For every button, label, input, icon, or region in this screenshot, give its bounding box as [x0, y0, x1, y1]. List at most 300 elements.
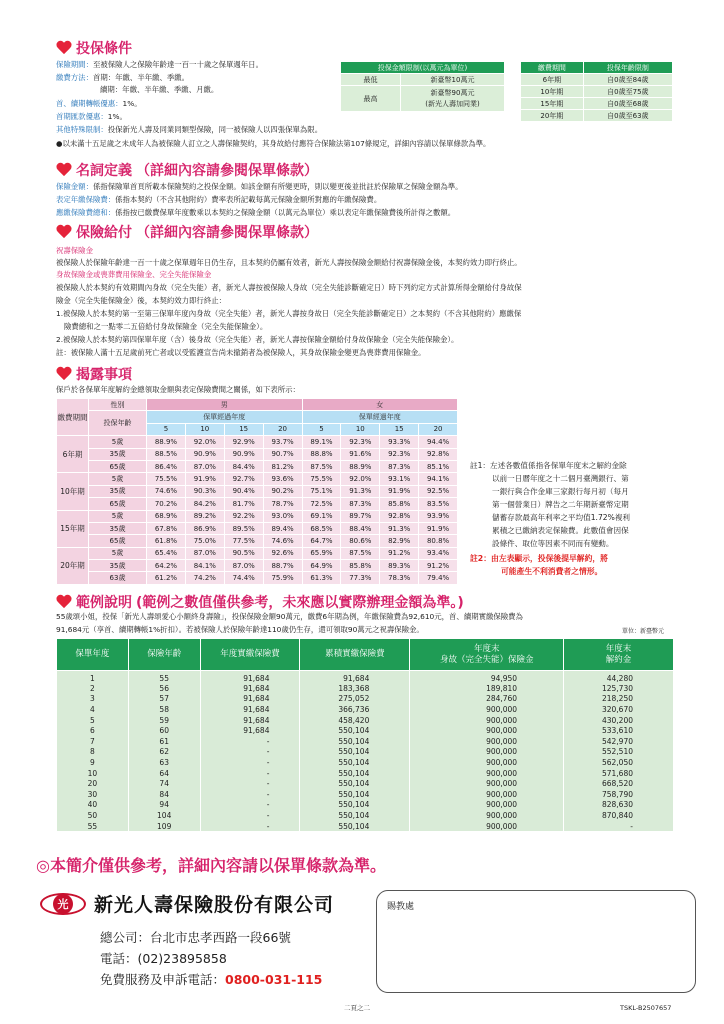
table-cell: 自0歲至75歲 — [583, 86, 672, 98]
ratio-cell: 61.8% — [147, 535, 186, 547]
table-cell: 91,684 — [200, 683, 300, 694]
table-header: 投保年齡 — [89, 411, 147, 436]
table-row — [57, 715, 674, 726]
table-cell: 284,760 — [410, 694, 564, 705]
amount-limit-table — [340, 61, 505, 112]
ratio-cell: 74.6% — [147, 485, 186, 497]
table-cell: - — [200, 757, 300, 768]
table-cell: 550,104 — [300, 736, 410, 747]
definition-text: 係指本契約（不含其他附約）費率表所記載每萬元保險金額所對應的年繳保險費。 — [115, 195, 382, 204]
table-cell: 61 — [128, 736, 200, 747]
table-cell: 828,630 — [564, 800, 674, 811]
table-cell: 自0歲至63歲 — [583, 110, 672, 122]
table-row — [57, 683, 674, 694]
table-cell: 900,000 — [410, 704, 564, 715]
table-row — [57, 510, 458, 522]
ratio-cell: 92.7% — [224, 473, 263, 485]
table-row — [57, 747, 674, 758]
table-cell: 542,970 — [564, 736, 674, 747]
heart-icon — [56, 41, 72, 55]
table-cell: 59 — [128, 715, 200, 726]
table-cell: 20年期 — [521, 110, 584, 122]
section-disclosure-title — [56, 364, 132, 384]
table-cell: 自0歲至68歲 — [583, 98, 672, 110]
table-cell: 900,000 — [410, 736, 564, 747]
condition-line — [56, 98, 142, 110]
benefit-text: 險金（完全失能保險金）後，本契約效力即行終止： — [56, 296, 226, 305]
ratio-cell: 89.1% — [302, 436, 341, 448]
company-address: 總公司：台北市忠孝西路一段66號 — [100, 930, 291, 945]
ratio-cell: 91.3% — [341, 485, 380, 497]
table-cell: 自0歲至84歲 — [583, 74, 672, 86]
age-cell: 5歲 — [89, 510, 147, 522]
section-title-text: 名詞定義 — [76, 163, 132, 179]
ratio-cell: 75.9% — [263, 572, 302, 584]
table-cell: 900,000 — [410, 778, 564, 789]
table-cell: - — [564, 821, 674, 832]
section-definitions-title — [56, 160, 318, 180]
ratio-cell: 91.3% — [380, 522, 419, 534]
table-cell: 550,104 — [300, 800, 410, 811]
table-cell: 3 — [57, 694, 129, 705]
table-cell: 275,052 — [300, 694, 410, 705]
section-title-text: 投保條件 — [76, 41, 132, 57]
ratio-cell: 93.3% — [380, 436, 419, 448]
table-cell: 571,680 — [564, 768, 674, 779]
benefit-heading: 祝壽保險金 — [56, 246, 93, 255]
table-cell: 4 — [57, 704, 129, 715]
ratio-cell: 65.9% — [302, 547, 341, 559]
ratio-cell: 93.1% — [380, 473, 419, 485]
ratio-cell: 77.3% — [341, 572, 380, 584]
ratio-cell: 83.5% — [419, 498, 458, 510]
table-row — [57, 821, 674, 832]
period-cell: 10年期 — [57, 473, 89, 510]
ratio-cell: 91.9% — [419, 522, 458, 534]
table-cell: 552,510 — [564, 747, 674, 758]
table-row — [57, 560, 458, 572]
service-label: 免費服務及申訴電話： — [100, 972, 226, 987]
table-cell: 550,104 — [300, 821, 410, 832]
table-row — [57, 704, 674, 715]
age-cell: 35歲 — [89, 448, 147, 460]
definition-text: 係指按已繳費保單年度數乘以本契約之保險金額（以萬元為單位）乘以表定年繳保險費後所計得之數額。 — [115, 208, 456, 217]
definition-label: 應繳保險費總和： — [56, 208, 116, 217]
benefit-text: 險費總和之一點零二五倍給付身故保險金（完全失能保險金）。 — [64, 322, 268, 331]
table-row — [57, 768, 674, 779]
ratio-cell: 64.7% — [302, 535, 341, 547]
table-row — [57, 498, 458, 510]
table-cell: 900,000 — [410, 747, 564, 758]
example-table — [56, 638, 674, 831]
table-row — [57, 694, 674, 705]
page-number: 二頁之二 — [344, 1004, 370, 1012]
table-header: 女 — [302, 399, 458, 411]
heart-icon — [56, 163, 72, 177]
table-row — [57, 473, 458, 485]
section-benefits-title — [56, 222, 318, 242]
ratio-cell: 90.3% — [185, 485, 224, 497]
year-header: 15 — [224, 423, 263, 435]
company-phone: 電話：(02)23895858 — [100, 951, 227, 966]
table-cell: 56 — [128, 683, 200, 694]
table-row — [57, 547, 458, 559]
service-phone: 0800-031-115 — [225, 972, 323, 987]
table-cell: - — [200, 768, 300, 779]
condition-label: 繳費方法： — [56, 73, 93, 82]
ratio-cell: 93.9% — [419, 510, 458, 522]
table-cell: 30 — [57, 789, 129, 800]
age-cell: 63歲 — [89, 572, 147, 584]
ratio-cell: 88.9% — [341, 460, 380, 472]
condition-text: 1%。 — [122, 99, 142, 108]
age-cell: 5歲 — [89, 547, 147, 559]
benefit-heading: 身故保險金或喪葬費用保險金、完全失能保險金 — [56, 270, 212, 279]
table-row — [57, 448, 458, 460]
table-row — [57, 522, 458, 534]
definition-line — [56, 194, 381, 206]
ratio-cell: 89.3% — [380, 560, 419, 572]
note-line: 註1：左述各數值係指各保單年度末之解約金除 — [470, 461, 627, 470]
ratio-cell: 92.5% — [419, 485, 458, 497]
table-header: 保單年度 — [57, 639, 129, 671]
table-row — [57, 725, 674, 736]
ratio-cell: 90.9% — [224, 448, 263, 460]
note-warning: 可能產生不利消費者之情形。 — [501, 567, 603, 576]
ratio-cell: 93.7% — [263, 436, 302, 448]
table-cell: 550,104 — [300, 810, 410, 821]
year-header: 20 — [419, 423, 458, 435]
ratio-cell: 67.8% — [147, 522, 186, 534]
table-cell: 15年期 — [521, 98, 584, 110]
ratio-cell: 82.9% — [380, 535, 419, 547]
condition-text: 投保新光人壽及同業同類型保險，同一被保險人以四張保單為限。 — [107, 125, 323, 134]
ratio-cell: 91.9% — [185, 473, 224, 485]
year-header: 5 — [302, 423, 341, 435]
ratio-cell: 91.9% — [380, 485, 419, 497]
age-cell: 65歲 — [89, 535, 147, 547]
section-subtitle: (範例之數值僅供參考，未來應以實際辦理金額為準。) — [136, 595, 464, 611]
year-header: 5 — [147, 423, 186, 435]
ratio-cell: 90.7% — [263, 448, 302, 460]
ratio-cell: 72.5% — [302, 498, 341, 510]
ratio-cell: 81.7% — [224, 498, 263, 510]
table-cell: 900,000 — [410, 725, 564, 736]
definition-label: 保險金額： — [56, 182, 93, 191]
table-row — [57, 778, 674, 789]
ratio-cell: 87.5% — [302, 460, 341, 472]
period-cell: 15年期 — [57, 510, 89, 547]
ratio-cell: 65.4% — [147, 547, 186, 559]
ratio-cell: 61.3% — [302, 572, 341, 584]
ratio-cell: 84.2% — [185, 498, 224, 510]
table-cell: - — [200, 821, 300, 832]
ratio-cell: 89.5% — [224, 522, 263, 534]
table-cell: 320,670 — [564, 704, 674, 715]
year-header: 15 — [380, 423, 419, 435]
section-example-title — [56, 592, 464, 612]
table-cell: 55 — [128, 671, 200, 684]
ratio-cell: 89.7% — [341, 510, 380, 522]
table-cell: - — [200, 789, 300, 800]
company-name: 新光人壽保險股份有限公司 — [94, 894, 335, 916]
ratio-cell: 93.6% — [263, 473, 302, 485]
ratio-cell: 88.7% — [263, 560, 302, 572]
ratio-cell: 74.6% — [263, 535, 302, 547]
table-cell: 550,104 — [300, 725, 410, 736]
ratio-cell: 86.4% — [147, 460, 186, 472]
table-row — [57, 810, 674, 821]
table-cell: 668,520 — [564, 778, 674, 789]
ratio-cell: 94.4% — [419, 436, 458, 448]
ratio-cell: 92.8% — [419, 448, 458, 460]
ratio-cell: 90.5% — [224, 547, 263, 559]
table-row — [57, 757, 674, 768]
table-cell: 562,050 — [564, 757, 674, 768]
ratio-cell: 88.5% — [147, 448, 186, 460]
table-cell: - — [200, 800, 300, 811]
table-cell: 550,104 — [300, 747, 410, 758]
condition-line — [56, 59, 263, 71]
table-cell: 870,840 — [564, 810, 674, 821]
age-cell: 5歲 — [89, 473, 147, 485]
age-cell: 35歲 — [89, 485, 147, 497]
ratio-cell: 68.9% — [147, 510, 186, 522]
ratio-cell: 90.9% — [185, 448, 224, 460]
condition-text: 首期：年繳、半年繳、季繳。 — [92, 73, 190, 82]
table-header: 繳費期間 — [521, 62, 584, 74]
period-cell: 6年期 — [57, 436, 89, 473]
condition-text: 續期：年繳、半年繳、季繳、月繳。 — [100, 85, 219, 94]
ratio-cell: 92.2% — [224, 510, 263, 522]
benefit-text: 被保險人於保險年齡達一百一十歲之保單週年日仍生存，且本契約仍屬有效者，新光人壽按保險金額給付祝壽保險金後，本契約效力即行終止。 — [56, 258, 522, 267]
condition-line — [56, 138, 490, 150]
condition-label: 保險期間： — [56, 60, 93, 69]
ratio-cell: 94.1% — [419, 473, 458, 485]
year-header: 10 — [341, 423, 380, 435]
ratio-cell: 92.6% — [263, 547, 302, 559]
definition-label: 表定年繳保險費： — [56, 195, 116, 204]
section-conditions-title — [56, 38, 132, 58]
table-cell: 7 — [57, 736, 129, 747]
service-phone-line — [100, 970, 322, 988]
table-header: 保險年齡 — [128, 639, 200, 671]
benefit-text: 被保險人於本契約有效期間內身故（完全失能）者，新光人壽按被保險人身故（完全失能診斷確定日）時下列約定方式計算所得金額給付身故保 — [56, 283, 522, 292]
table-header: 年度實繳保險費 — [200, 639, 300, 671]
ratio-cell: 75.5% — [147, 473, 186, 485]
section-title-text: 保險給付 — [76, 225, 132, 241]
ratio-cell: 92.3% — [380, 448, 419, 460]
ratio-cell: 87.5% — [341, 547, 380, 559]
ratio-cell: 93.0% — [263, 510, 302, 522]
table-cell: 8 — [57, 747, 129, 758]
table-cell: 新臺幣90萬元 (新光人壽加同業) — [401, 86, 505, 112]
benefit-text: 1.被保險人於本契約第一至第三保單年度內身故（完全失能）者，新光人壽按身故日（完全失能診斷確定日）之本契約（不含其他附約）應繳保 — [56, 309, 522, 318]
ratio-cell: 87.0% — [185, 547, 224, 559]
table-cell: 新臺幣10萬元 — [401, 74, 505, 86]
table-cell: 218,250 — [564, 694, 674, 705]
ratio-cell: 70.2% — [147, 498, 186, 510]
table-cell: 533,610 — [564, 725, 674, 736]
ratio-cell: 64.9% — [302, 560, 341, 572]
age-cell: 65歲 — [89, 498, 147, 510]
section-title-text: 揭露事項 — [76, 367, 132, 383]
table-cell: 91,684 — [200, 671, 300, 684]
document-code: TSKL-B2507657 — [620, 1004, 672, 1012]
condition-text: 1%。 — [107, 112, 127, 121]
table-cell: 10年期 — [521, 86, 584, 98]
table-cell: 189,810 — [410, 683, 564, 694]
ratio-cell: 87.0% — [224, 560, 263, 572]
condition-label: 其他特殊限制： — [56, 125, 108, 134]
table-header: 保單經過年度 — [302, 411, 458, 423]
ratio-cell: 85.8% — [341, 560, 380, 572]
table-cell: 104 — [128, 810, 200, 821]
table-cell: 最高 — [341, 86, 401, 112]
table-row — [57, 671, 674, 684]
table-row — [57, 436, 458, 448]
definition-line — [56, 207, 455, 219]
table-cell: 63 — [128, 757, 200, 768]
ratio-cell: 91.2% — [380, 547, 419, 559]
ratio-cell: 92.0% — [341, 473, 380, 485]
ratio-cell: 75.0% — [185, 535, 224, 547]
ratio-cell: 74.2% — [185, 572, 224, 584]
ratio-cell: 87.0% — [185, 460, 224, 472]
table-cell: 74 — [128, 778, 200, 789]
table-cell: 1 — [57, 671, 129, 684]
ratio-cell: 78.3% — [380, 572, 419, 584]
ratio-cell: 90.4% — [224, 485, 263, 497]
table-cell: - — [200, 778, 300, 789]
ratio-cell: 91.2% — [419, 560, 458, 572]
table-header: 性別 — [89, 399, 147, 411]
table-header-row — [57, 639, 674, 671]
ratio-cell: 92.3% — [341, 436, 380, 448]
condition-line — [56, 72, 189, 84]
definition-text: 係指保險單首頁所載本保險契約之投保金額。如該金額有所變更時，則以變更後並批註於保險單之保險金額為準。 — [92, 182, 463, 191]
ratio-cell: 87.3% — [341, 498, 380, 510]
note-line: 第一個營業日）牌告之二年期新臺幣定期 — [492, 500, 629, 509]
agent-stamp-box — [376, 890, 696, 993]
ratio-cell: 61.2% — [147, 572, 186, 584]
ratio-cell: 79.4% — [419, 572, 458, 584]
table-header: 繳費期間 — [57, 399, 89, 436]
disclaimer-notice: ◎本簡介僅供參考，詳細內容請以保單條款為準。 — [36, 856, 386, 875]
age-limit-table — [520, 61, 673, 122]
table-cell: 550,104 — [300, 768, 410, 779]
section-subtitle: （詳細內容請參閱保單條款） — [136, 163, 318, 179]
ratio-cell: 87.3% — [380, 460, 419, 472]
table-cell: 550,104 — [300, 757, 410, 768]
section-subtitle: （詳細內容請參閱保單條款） — [136, 225, 318, 241]
heart-icon — [56, 225, 72, 239]
table-row — [57, 572, 458, 584]
ratio-cell: 88.8% — [302, 448, 341, 460]
ratio-cell: 64.2% — [147, 560, 186, 572]
table-cell: 366,736 — [300, 704, 410, 715]
section-title-text: 範例說明 — [76, 595, 132, 611]
ratio-cell: 88.4% — [341, 522, 380, 534]
logo-mark: 光 — [53, 894, 73, 914]
table-cell: 20 — [57, 778, 129, 789]
table-row — [57, 736, 674, 747]
table-cell: 550,104 — [300, 778, 410, 789]
note-line: 一銀行與合作金庫三家銀行每月初（每月 — [492, 487, 629, 496]
table-cell: 50 — [57, 810, 129, 821]
table-cell: 91,684 — [300, 671, 410, 684]
table-cell: 900,000 — [410, 821, 564, 832]
ratio-cell: 90.2% — [263, 485, 302, 497]
ratio-cell: 75.1% — [302, 485, 341, 497]
surrender-ratio-table — [56, 398, 458, 585]
ratio-cell: 92.8% — [380, 510, 419, 522]
table-cell: 91,684 — [200, 694, 300, 705]
table-cell: 91,684 — [200, 715, 300, 726]
table-row — [57, 800, 674, 811]
ratio-cell: 84.1% — [185, 560, 224, 572]
table-cell: 2 — [57, 683, 129, 694]
table-cell: 458,420 — [300, 715, 410, 726]
table-cell: 900,000 — [410, 810, 564, 821]
table-cell: 84 — [128, 789, 200, 800]
ratio-cell: 69.1% — [302, 510, 341, 522]
ratio-cell: 91.6% — [341, 448, 380, 460]
table-cell: 10 — [57, 768, 129, 779]
ratio-cell: 89.2% — [185, 510, 224, 522]
table-cell: - — [200, 736, 300, 747]
ratio-cell: 88.9% — [147, 436, 186, 448]
table-cell: 9 — [57, 757, 129, 768]
ratio-cell: 80.8% — [419, 535, 458, 547]
ratio-cell: 80.6% — [341, 535, 380, 547]
benefit-text: 註：被保險人滿十五足歲前死亡者或以受監護宣告尚未撤銷者為被保險人，其身故保險金變更為喪葬費用保險金。 — [56, 348, 426, 357]
table-cell: 6年期 — [521, 74, 584, 86]
table-cell: 91,684 — [200, 725, 300, 736]
age-cell: 35歲 — [89, 560, 147, 572]
ratio-cell: 77.5% — [224, 535, 263, 547]
definition-line — [56, 181, 463, 193]
box-label: 賜教處 — [387, 902, 415, 912]
note-warning: 註2：由左表顯示，投保後提早解約，將 — [470, 554, 608, 563]
heart-icon — [56, 367, 72, 381]
ratio-cell: 75.5% — [302, 473, 341, 485]
age-cell: 35歲 — [89, 522, 147, 534]
company-logo — [40, 893, 86, 915]
ratio-cell: 81.2% — [263, 460, 302, 472]
table-row — [57, 460, 458, 472]
ratio-cell: 93.4% — [419, 547, 458, 559]
year-header: 20 — [263, 423, 302, 435]
table-cell: 60 — [128, 725, 200, 736]
benefit-text: 2.被保險人於本契約第四保單年度（含）後身故（完全失能）者，新光人壽按保險金額給付身故保險金（完全失能保險金）。 — [56, 335, 459, 344]
table-row — [57, 789, 674, 800]
table-cell: 94,950 — [410, 671, 564, 684]
condition-line — [56, 84, 218, 96]
table-row — [57, 535, 458, 547]
unit-label: 單位：新臺幣元 — [622, 628, 665, 635]
condition-text: ●以未滿十五足歲之未成年人為被保險人訂立之人壽保險契約，其身故給付應符合保險法第107條規定，詳細內容請以保單條款為準。 — [56, 139, 491, 148]
table-header: 年度末 身故（完全失能）保險金 — [410, 639, 564, 671]
period-cell: 20年期 — [57, 547, 89, 584]
table-header: 投保金額限制(以萬元為單位) — [341, 62, 505, 74]
table-cell: 430,200 — [564, 715, 674, 726]
table-cell: - — [200, 747, 300, 758]
table-cell: 58 — [128, 704, 200, 715]
disclosure-intro: 保戶於各保單年度解約金總領取金額與表定保險費間之關係，如下表所示： — [56, 385, 300, 394]
table-cell: 900,000 — [410, 768, 564, 779]
table-cell: 758,790 — [564, 789, 674, 800]
